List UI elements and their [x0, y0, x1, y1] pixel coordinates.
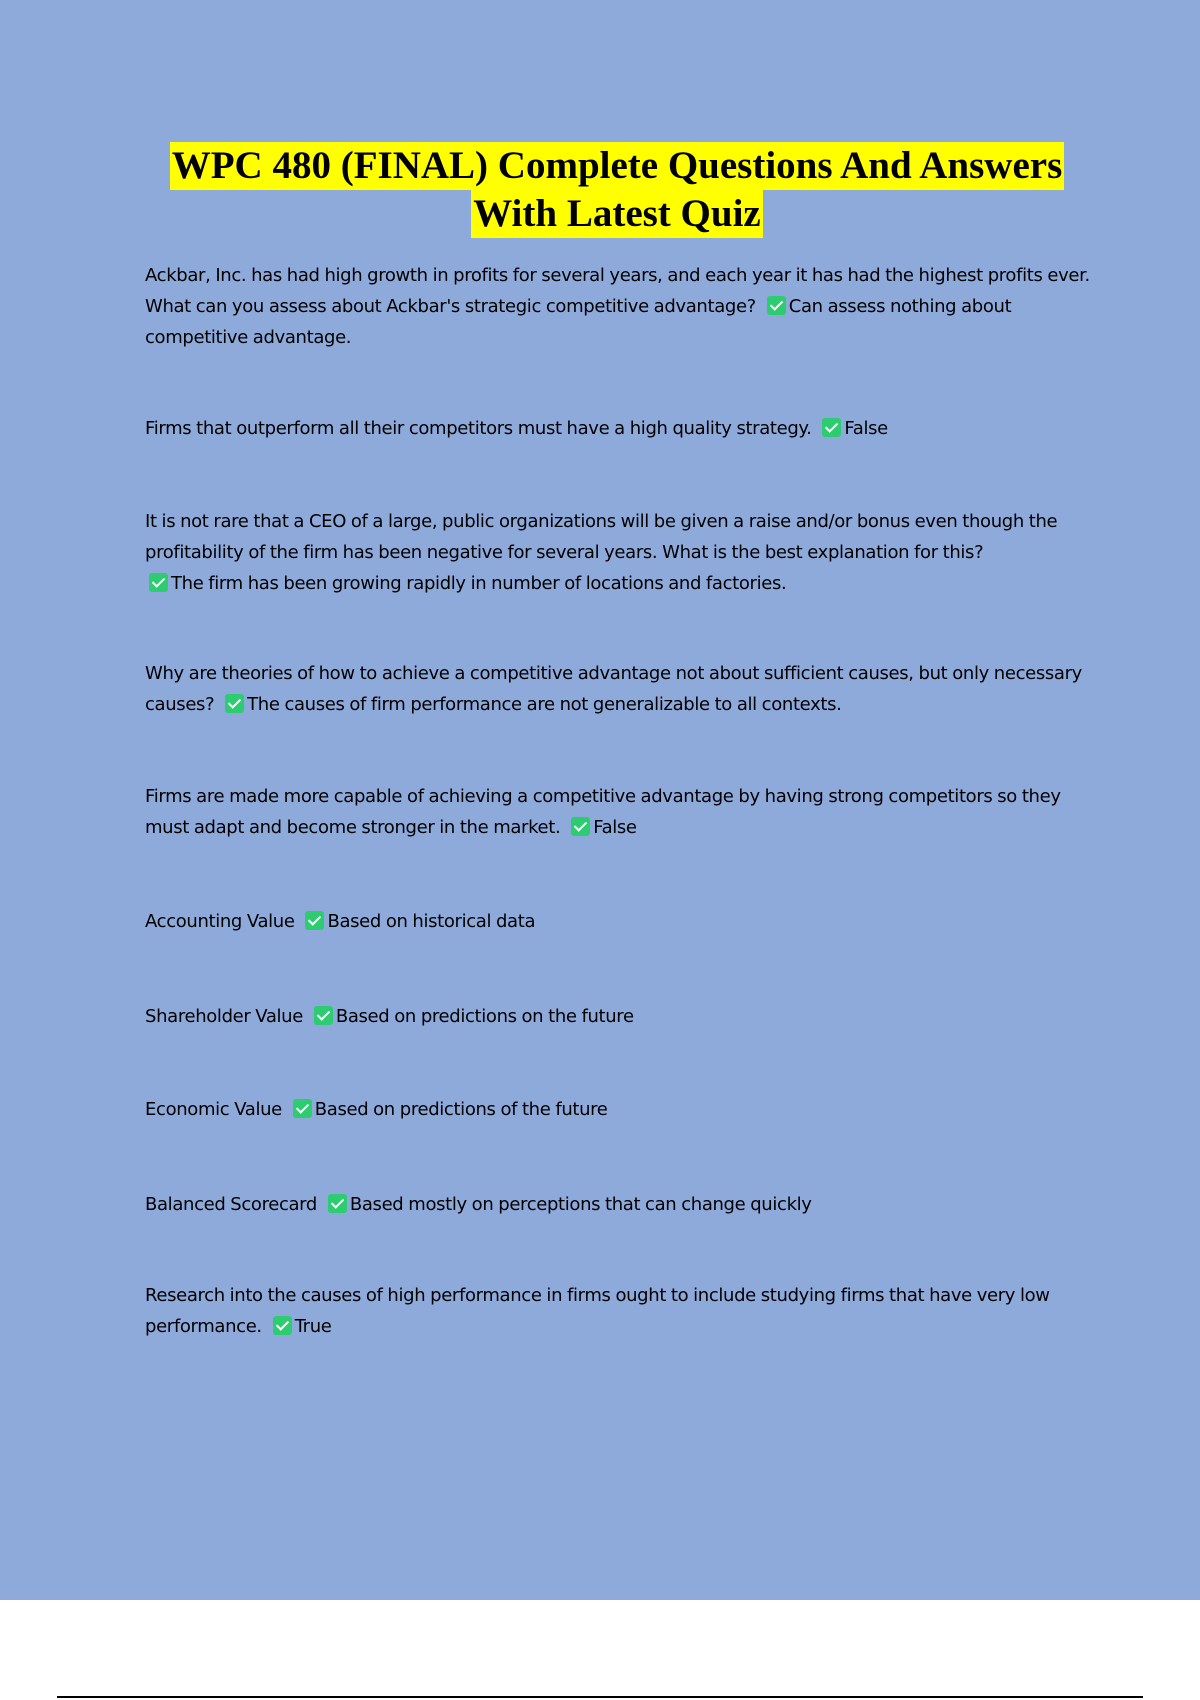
question-text: Firms that outperform all their competitors must have a high quality strategy.: [145, 418, 812, 439]
title-line-1: WPC 480 (FINAL) Complete Questions And Answers: [170, 142, 1065, 190]
answer-text: Based on predictions of the future: [314, 1099, 608, 1120]
answer-text: True: [294, 1316, 332, 1337]
qa-item: [145, 1094, 1095, 1125]
check-mark-icon: [293, 1099, 312, 1118]
question-text: Accounting Value: [145, 911, 295, 932]
question-text: It is not rare that a CEO of a large, public organizations will be given a raise and/or bonus even though the profitability of the firm has been negative for several years. What is the best explanation for this?: [145, 511, 1058, 563]
question-text: Ackbar, Inc. has had high growth in profits for several years, and each year it has had the highest profits ever. What can you assess about Ackbar's strategic competitive advantage?: [145, 265, 1090, 317]
question-text: Research into the causes of high performance in firms ought to include studying firms that have very low performance.: [145, 1285, 1050, 1337]
answer-text: Can assess nothing about competitive advantage.: [145, 296, 1012, 348]
document-title: [100, 142, 1134, 238]
check-mark-icon: [305, 911, 324, 930]
answer-text: The firm has been growing rapidly in number of locations and factories.: [171, 573, 787, 594]
qa-item: [145, 260, 1095, 353]
question-text: Economic Value: [145, 1099, 282, 1120]
answer-text: Based on predictions on the future: [335, 1006, 634, 1027]
question-text: Balanced Scorecard: [145, 1194, 317, 1215]
check-mark-icon: [822, 418, 841, 437]
question-text: Why are theories of how to achieve a competitive advantage not about sufficient causes, but only necessary causes?: [145, 663, 1082, 715]
qa-item: [145, 1001, 1095, 1032]
answer-text: False: [844, 418, 888, 439]
question-text: Shareholder Value: [145, 1006, 303, 1027]
answer-text: Based mostly on perceptions that can change quickly: [349, 1194, 812, 1215]
answer-text: False: [593, 817, 637, 838]
check-mark-icon: [767, 296, 786, 315]
footer-divider: [57, 1696, 1143, 1698]
check-mark-icon: [571, 817, 590, 836]
answer-text: The causes of firm performance are not generalizable to all contexts.: [247, 694, 842, 715]
qa-item: [145, 413, 1095, 444]
question-text: Firms are made more capable of achieving a competitive advantage by having strong competitors so they must adapt and become stronger in the market.: [145, 786, 1061, 838]
check-mark-icon: [328, 1194, 347, 1213]
title-line-2: With Latest Quiz: [471, 190, 762, 238]
check-mark-icon: [225, 694, 244, 713]
check-mark-icon: [149, 573, 168, 592]
qa-item: [145, 781, 1095, 843]
check-mark-icon: [314, 1006, 333, 1025]
check-mark-icon: [273, 1316, 292, 1335]
qa-item: [145, 1189, 1095, 1220]
qa-item: [145, 906, 1095, 937]
qa-item: [145, 658, 1095, 720]
qa-item: [145, 1280, 1095, 1342]
qa-item: [145, 506, 1095, 599]
answer-text: Based on historical data: [327, 911, 536, 932]
